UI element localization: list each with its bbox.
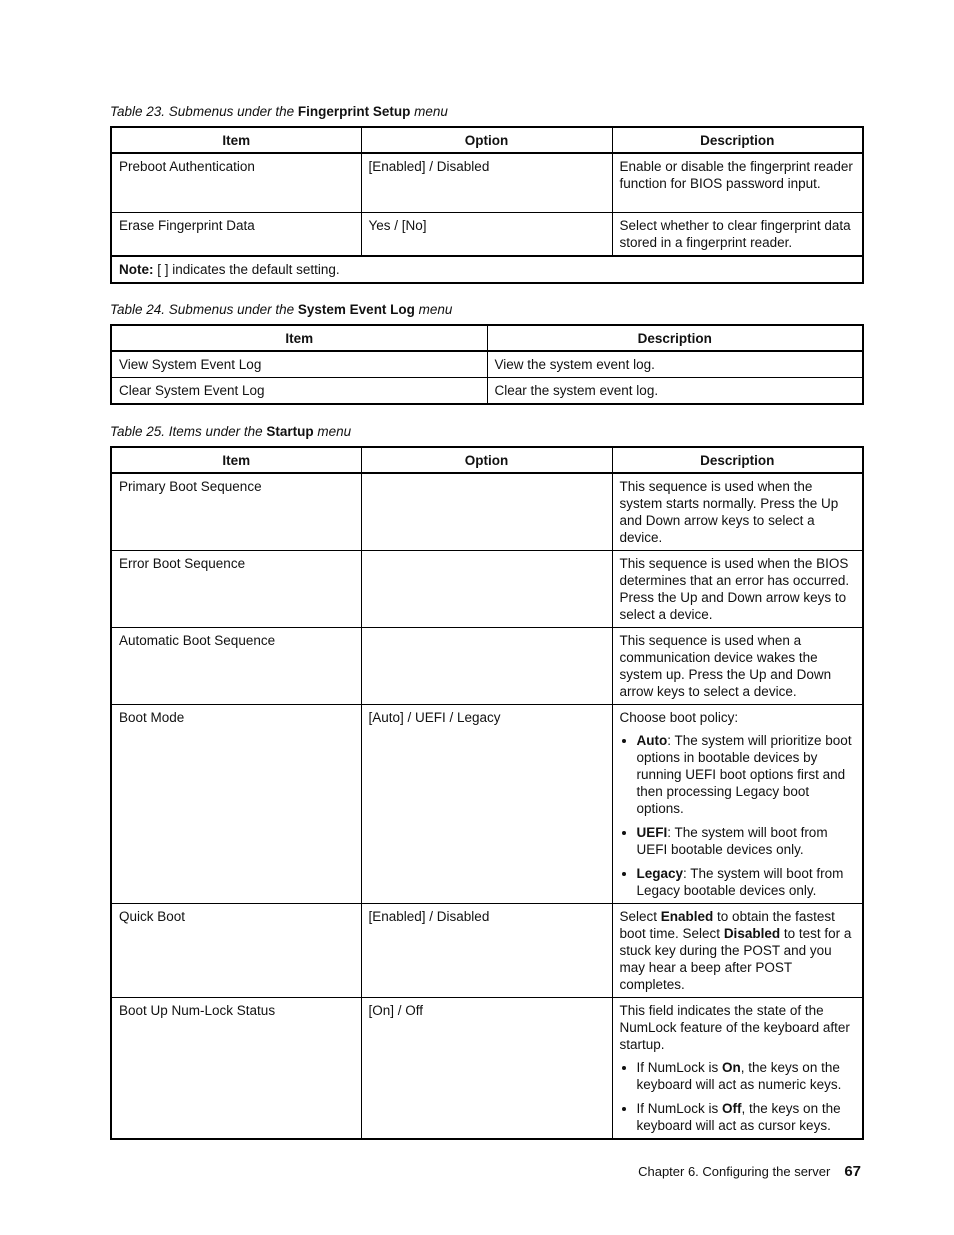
caption-menu-name: Startup (266, 424, 314, 439)
table-23-caption (110, 104, 448, 119)
cell-option: [Auto] / UEFI / Legacy (361, 705, 612, 904)
list-item (637, 1100, 856, 1134)
desc-bold: Enabled (660, 909, 714, 924)
list-item (637, 824, 856, 858)
table-row (111, 473, 863, 551)
caption-menu-name: System Event Log (297, 302, 415, 317)
note-cell (111, 256, 863, 283)
list-item (637, 1059, 856, 1093)
cell-item: Boot Up Num-Lock Status (111, 998, 361, 1140)
cell-description (612, 998, 863, 1140)
bullet-term: UEFI (636, 825, 668, 840)
cell-item: Clear System Event Log (111, 378, 487, 405)
cell-option (361, 473, 612, 551)
cell-description: View the system event log. (487, 351, 863, 378)
desc-text: to test for a stuck key during the POST and you may hear a beep after POST completes. (619, 926, 852, 992)
cell-description: This sequence is used when a communication device wakes the system up. Press the Up and Down arrow keys to select a device. (612, 628, 863, 705)
caption-suffix: menu (410, 104, 448, 119)
bullet-text: If NumLock is (636, 1101, 723, 1116)
note-label: Note: (119, 261, 154, 277)
header-item: Item (111, 325, 487, 351)
header-item: Item (111, 127, 361, 153)
bullet-term: Auto (636, 733, 668, 748)
cell-description (612, 904, 863, 998)
cell-description: Enable or disable the fingerprint reader function for BIOS password input. (612, 153, 863, 212)
cell-option (361, 551, 612, 628)
table-header-row (111, 447, 863, 473)
header-description: Description (612, 127, 863, 153)
table-row (111, 998, 863, 1140)
desc-bold: Disabled (723, 926, 781, 941)
header-item: Item (111, 447, 361, 473)
table-row (111, 904, 863, 998)
table-24 (110, 324, 864, 405)
bullet-list (620, 732, 856, 899)
table-row (111, 212, 863, 256)
bullet-text: , the keys on the keyboard will act as numeric keys. (636, 1060, 842, 1092)
table-25-caption (110, 424, 351, 439)
bullet-text: : The system will prioritize boot options in bootable devices by running UEFI boot options first and then processing Legacy boot options. (636, 733, 852, 816)
table-24-caption (110, 302, 452, 317)
cell-item: Quick Boot (111, 904, 361, 998)
caption-prefix: Table 25. Items under the (110, 424, 267, 439)
bullet-text: , the keys on the keyboard will act as cursor keys. (636, 1101, 841, 1133)
description-intro: Choose boot policy: (619, 710, 739, 725)
bullet-term: On (722, 1060, 741, 1075)
desc-text: Select (619, 909, 661, 924)
cell-description (612, 705, 863, 904)
cell-option: [On] / Off (361, 998, 612, 1140)
caption-prefix: Table 23. Submenus under the (110, 104, 298, 119)
bullet-text: : The system will boot from Legacy bootable devices only. (636, 866, 844, 898)
desc-text: to obtain the fastest boot time. Select (619, 909, 835, 941)
table-row (111, 628, 863, 705)
list-item (637, 865, 856, 899)
bullet-text: : The system will boot from UEFI bootable devices only. (636, 825, 828, 857)
cell-item: Automatic Boot Sequence (111, 628, 361, 705)
cell-description: Select whether to clear fingerprint data stored in a fingerprint reader. (612, 212, 863, 256)
bullet-term: Legacy (636, 866, 684, 881)
header-description: Description (487, 325, 863, 351)
cell-item: Preboot Authentication (111, 153, 361, 212)
cell-option: [Enabled] / Disabled (361, 904, 612, 998)
cell-option: Yes / [No] (361, 212, 612, 256)
header-option: Option (361, 127, 612, 153)
table-header-row (111, 325, 863, 351)
cell-item: Primary Boot Sequence (111, 473, 361, 551)
table-row (111, 153, 863, 212)
cell-description: This sequence is used when the BIOS determines that an error has occurred. Press the Up and Down arrow keys to select a device. (612, 551, 863, 628)
description-intro: This field indicates the state of the NumLock feature of the keyboard after startup. (619, 1003, 850, 1052)
cell-item: View System Event Log (111, 351, 487, 378)
bullet-list (620, 1059, 856, 1134)
table-row (111, 705, 863, 904)
table-header-row (111, 127, 863, 153)
header-description: Description (612, 447, 863, 473)
bullet-term: Off (722, 1101, 742, 1116)
note-row (111, 256, 863, 283)
cell-description: This sequence is used when the system starts normally. Press the Up and Down arrow keys to select a device. (612, 473, 863, 551)
cell-item: Error Boot Sequence (111, 551, 361, 628)
table-row (111, 378, 863, 405)
caption-suffix: menu (313, 424, 352, 439)
cell-item: Erase Fingerprint Data (111, 212, 361, 256)
page-footer (638, 1163, 861, 1180)
bullet-text: If NumLock is (636, 1060, 723, 1075)
page-number: 67 (844, 1163, 861, 1180)
table-23 (110, 126, 864, 284)
list-item (637, 732, 856, 817)
table-row (111, 351, 863, 378)
cell-item: Boot Mode (111, 705, 361, 904)
table-25 (110, 446, 864, 1140)
note-text: [ ] indicates the default setting. (153, 261, 340, 277)
caption-suffix: menu (414, 302, 453, 317)
footer-chapter: Chapter 6. Configuring the server (638, 1164, 831, 1179)
header-option: Option (361, 447, 612, 473)
caption-prefix: Table 24. Submenus under the (110, 302, 298, 317)
cell-option: [Enabled] / Disabled (361, 153, 612, 212)
table-row (111, 551, 863, 628)
cell-option (361, 628, 612, 705)
caption-menu-name: Fingerprint Setup (297, 104, 411, 119)
cell-description: Clear the system event log. (487, 378, 863, 405)
